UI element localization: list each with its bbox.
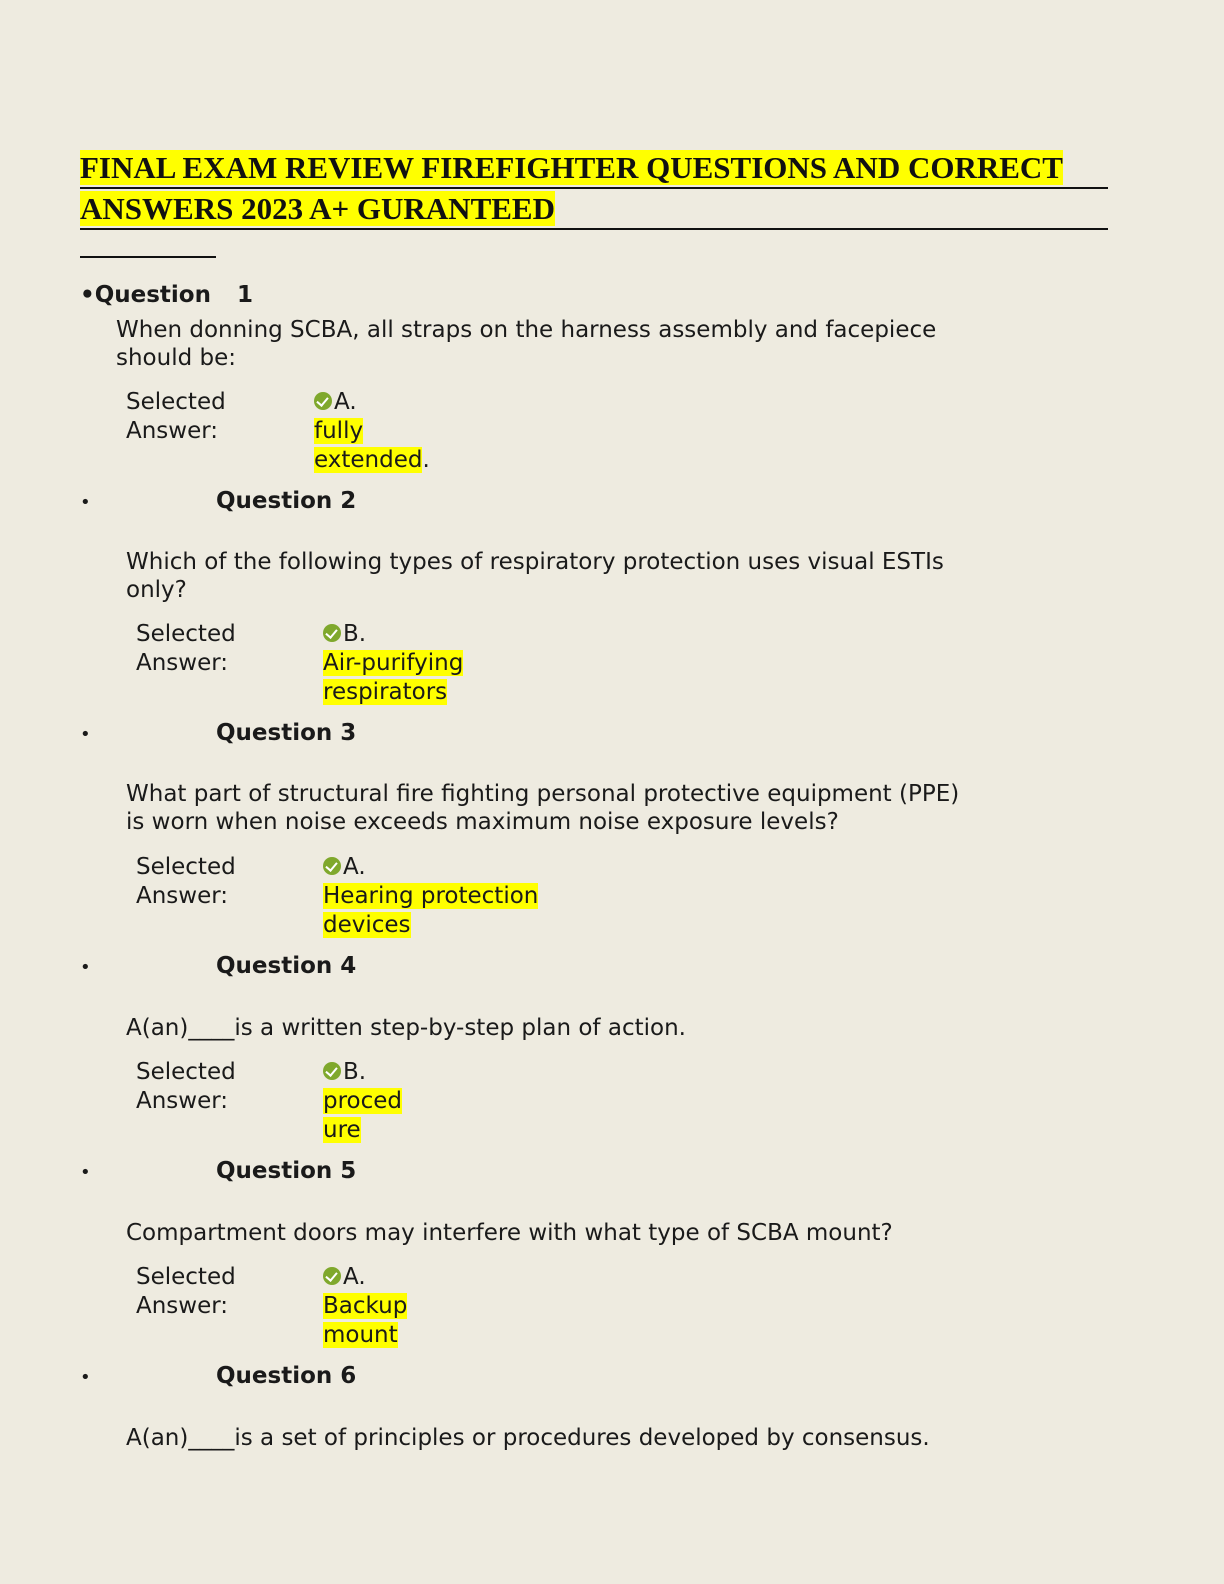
selected-answer-label: Selected Answer:: [136, 621, 236, 676]
check-circle-icon: [314, 392, 332, 410]
question-1-text: When donning SCBA, all straps on the harness assembly and facepiece should be:: [116, 317, 937, 371]
question-4-heading: Question 4: [216, 953, 357, 979]
check-circle-icon: [323, 857, 341, 875]
bullet: •: [80, 492, 91, 513]
question-4-answer: B. proced ure: [323, 1059, 403, 1143]
check-circle-icon: [323, 1267, 341, 1285]
selected-answer-label: Selected Answer:: [136, 1264, 236, 1319]
check-circle-icon: [323, 1062, 341, 1080]
question-6-text: A(an)____is a set of principles or procedures developed by consensus.: [126, 1425, 930, 1451]
title-underline-tail: [80, 256, 216, 258]
question-5-heading: Question 5: [216, 1158, 357, 1184]
question-3-answer: A. Hearing protection devices: [323, 854, 539, 938]
title-line-2: ANSWERS 2023 A+ GURANTEED: [80, 189, 1108, 230]
question-2-answer: B. Air-purifying respirators: [323, 621, 464, 705]
question-2-text: Which of the following types of respiratory protection uses visual ESTIs only?: [126, 549, 944, 603]
bullet: •: [80, 957, 91, 978]
question-5-answer: A. Backup mount: [323, 1264, 408, 1348]
question-5-text: Compartment doors may interfere with what type of SCBA mount?: [126, 1220, 893, 1246]
title-line-1: FINAL EXAM REVIEW FIREFIGHTER QUESTIONS AND CORRECT: [80, 148, 1108, 189]
question-3-heading: Question 3: [216, 720, 357, 746]
question-4-text: A(an)____is a written step-by-step plan of action.: [126, 1015, 686, 1041]
bullet: •: [80, 282, 95, 308]
question-3-text: What part of structural fire fighting personal protective equipment (PPE) is worn when noise exceeds maximum noise exposure levels?: [126, 781, 960, 835]
selected-answer-label: Selected Answer:: [136, 1059, 236, 1114]
selected-answer-label: Selected Answer:: [126, 389, 226, 444]
bullet: •: [80, 724, 91, 745]
question-1-heading: [80, 282, 253, 308]
check-circle-icon: [323, 624, 341, 642]
bullet: •: [80, 1367, 91, 1388]
question-label: Question: [94, 282, 211, 308]
question-6-heading: Question 6: [216, 1363, 357, 1389]
question-2-heading: Question 2: [216, 488, 357, 514]
bullet: •: [80, 1162, 91, 1183]
document-title: [80, 148, 1108, 230]
selected-answer-label: Selected Answer:: [136, 854, 236, 909]
question-number: 1: [236, 282, 253, 308]
question-1-answer: A. fully extended.: [314, 389, 430, 473]
